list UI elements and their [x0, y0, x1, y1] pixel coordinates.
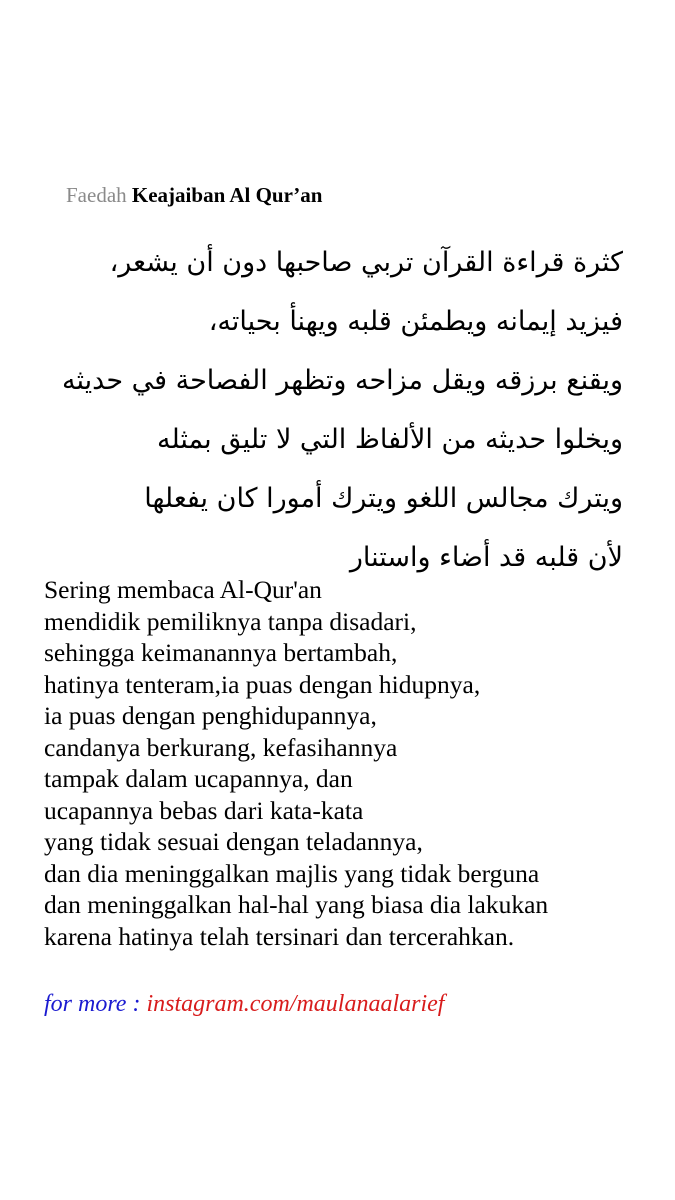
footer	[44, 991, 444, 1018]
title-main: Keajaiban Al Qur’an	[131, 183, 323, 207]
arabic-line: كثرة قراءة القرآن تربي صاحبها دون أن يشعر،	[109, 247, 623, 278]
arabic-line: ويخلوا حديثه من الألفاظ التي لا تليق بمثله	[156, 424, 623, 455]
title-prefix: Faedah	[66, 183, 127, 207]
translation-text-block	[44, 574, 654, 952]
arabic-line: فيزيد إيمانه ويطمئن قلبه ويهنأ بحياته،	[208, 306, 623, 337]
arabic-line: لأن قلبه قد أضاء واستنار	[349, 542, 623, 573]
translation-line: yang tidak sesuai dengan teladannya,	[44, 827, 423, 856]
footer-label: for more :	[44, 991, 141, 1017]
translation-line: sehingga keimanannya bertambah,	[44, 638, 398, 667]
translation-line: ia puas dengan penghidupannya,	[44, 701, 377, 730]
translation-line: tampak dalam ucapannya, dan	[44, 764, 353, 793]
arabic-text-block	[23, 233, 623, 587]
translation-line: dan dia meninggalkan majlis yang tidak berguna	[44, 858, 540, 888]
page-title	[66, 183, 322, 208]
translation-line: Sering membaca Al-Qur'an	[44, 575, 322, 604]
arabic-line: ويقنع برزقه ويقل مزاحه وتظهر الفصاحة في حديثه	[62, 365, 623, 396]
translation-line: candanya berkurang, kefasihannya	[44, 732, 398, 762]
arabic-line: ويترك مجالس اللغو ويترك أمورا كان يفعلها	[144, 483, 623, 514]
translation-line: mendidik pemiliknya tanpa disadari,	[44, 606, 417, 636]
translation-line: dan meninggalkan hal-hal yang biasa dia lakukan	[44, 890, 549, 919]
instagram-link[interactable]: instagram.com/maulanaalarief	[146, 991, 445, 1017]
translation-line: karena hatinya telah tersinari dan tercerahkan.	[44, 921, 515, 951]
translation-line: ucapannya bebas dari kata-kata	[44, 795, 364, 825]
translation-line: hatinya tenteram,ia puas dengan hidupnya,	[44, 669, 481, 699]
